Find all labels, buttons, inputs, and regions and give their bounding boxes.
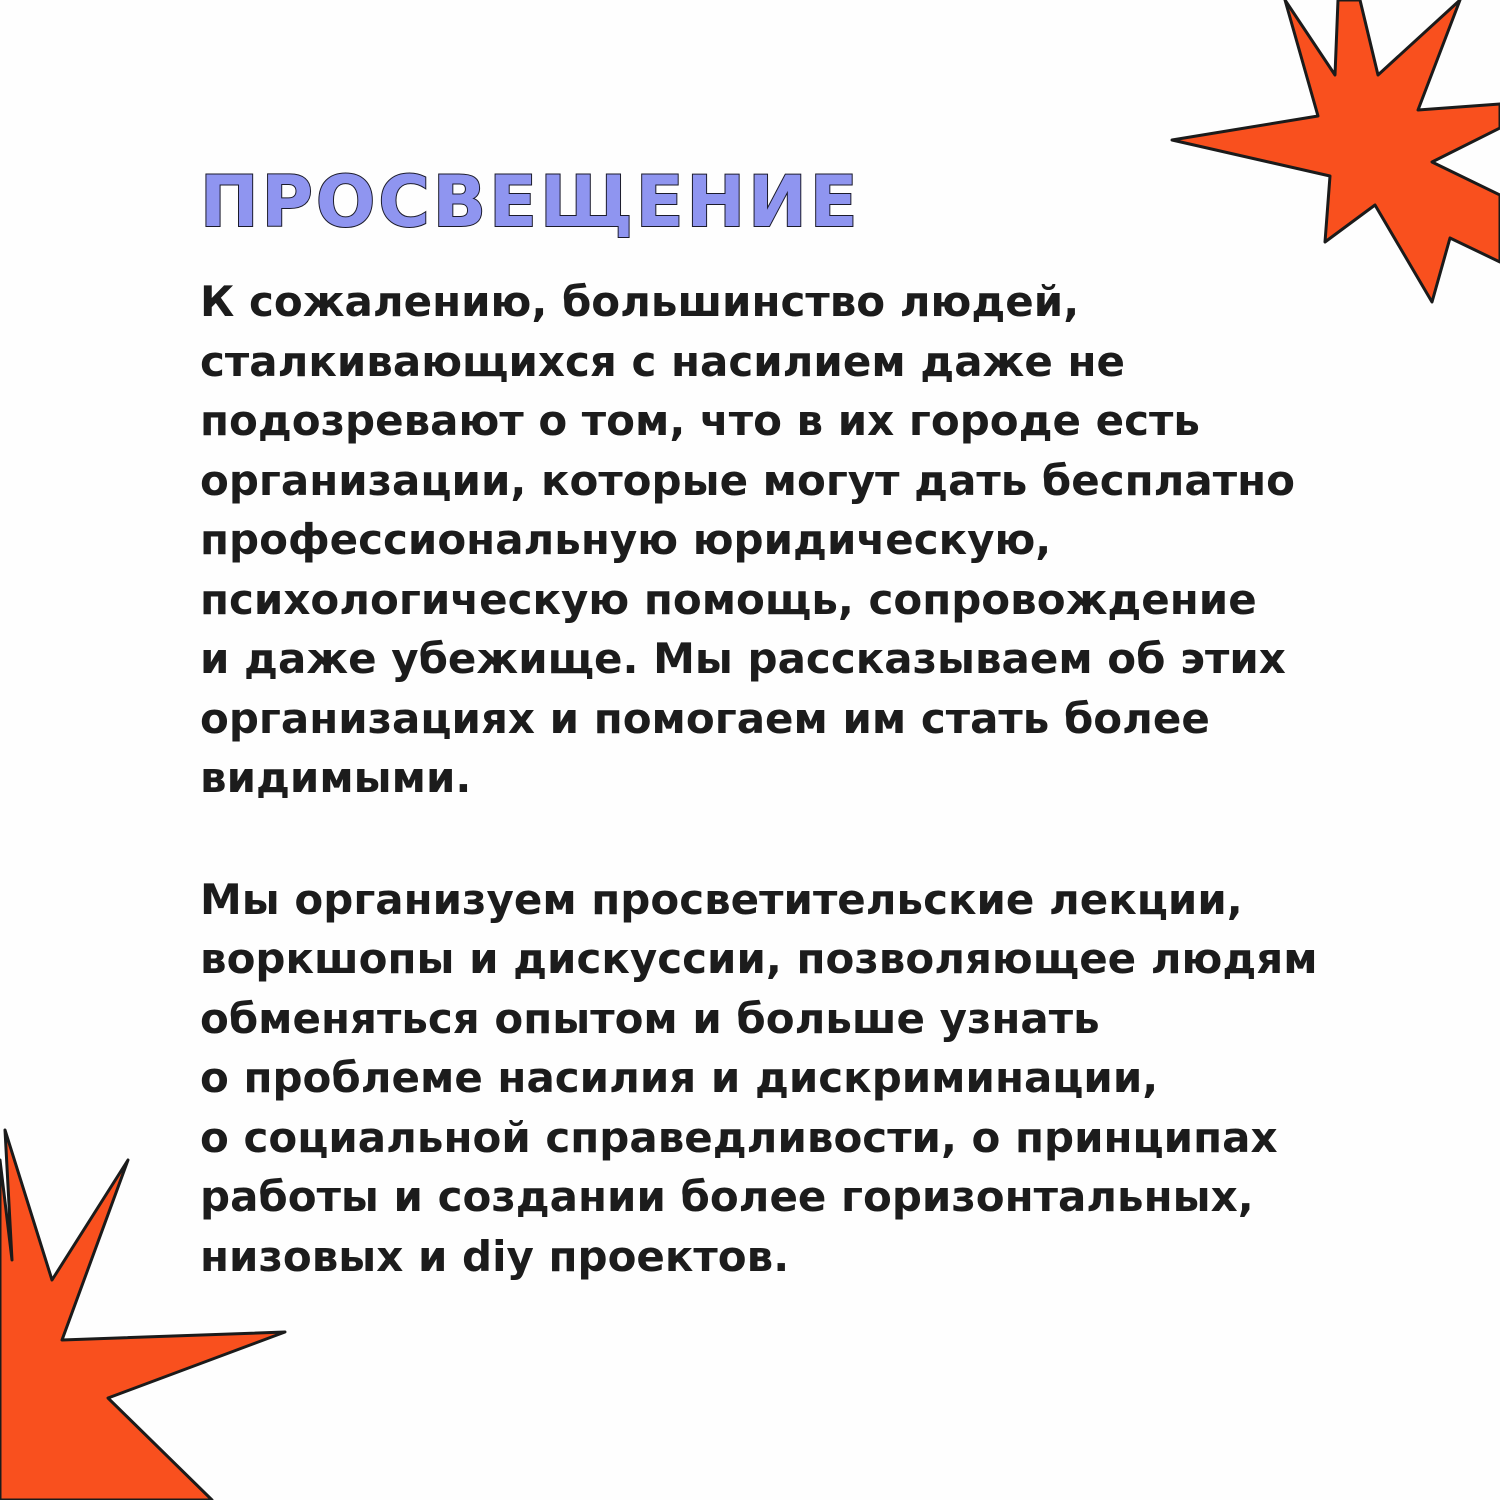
paragraph-line: Мы организуем просветительские лекции, xyxy=(200,874,1243,924)
paragraph-line: сталкивающихся с насилием даже не xyxy=(200,336,1125,386)
page-title: ПРОСВЕЩЕНИЕ xyxy=(200,161,861,243)
paragraph-line: профессиональную юридическую, xyxy=(200,515,1052,564)
paragraph-line: о проблеме насилия и дискриминации, xyxy=(200,1053,1159,1102)
paragraph-lectures xyxy=(200,870,1400,1287)
paragraph-line: и даже убежище. Мы рассказываем об этих xyxy=(200,634,1286,683)
main-content xyxy=(200,160,1400,1286)
paragraph-line: работы и создании более горизонтальных, xyxy=(200,1172,1254,1221)
paragraph-line: воркшопы и дискуссии, позволяющее людям xyxy=(200,934,1318,983)
paragraph-line: подозревают о том, что в их городе есть xyxy=(200,396,1200,445)
paragraph-line: организациях и помогаем им стать более xyxy=(200,693,1210,743)
paragraph-line: видимыми. xyxy=(200,753,472,802)
paragraph-organizations xyxy=(200,272,1400,808)
paragraph-line: обменяться опытом и больше узнать xyxy=(200,993,1100,1043)
paragraph-line: о социальной справедливости, о принципах xyxy=(200,1112,1278,1162)
paragraph-line: психологическую помощь, сопровождение xyxy=(200,574,1257,624)
paragraph-line: организации, которые могут дать бесплатно xyxy=(200,455,1295,505)
paragraph-line: низовых и diy проектов. xyxy=(200,1231,790,1281)
paragraph-line: К сожалению, большинство людей, xyxy=(200,277,1080,326)
